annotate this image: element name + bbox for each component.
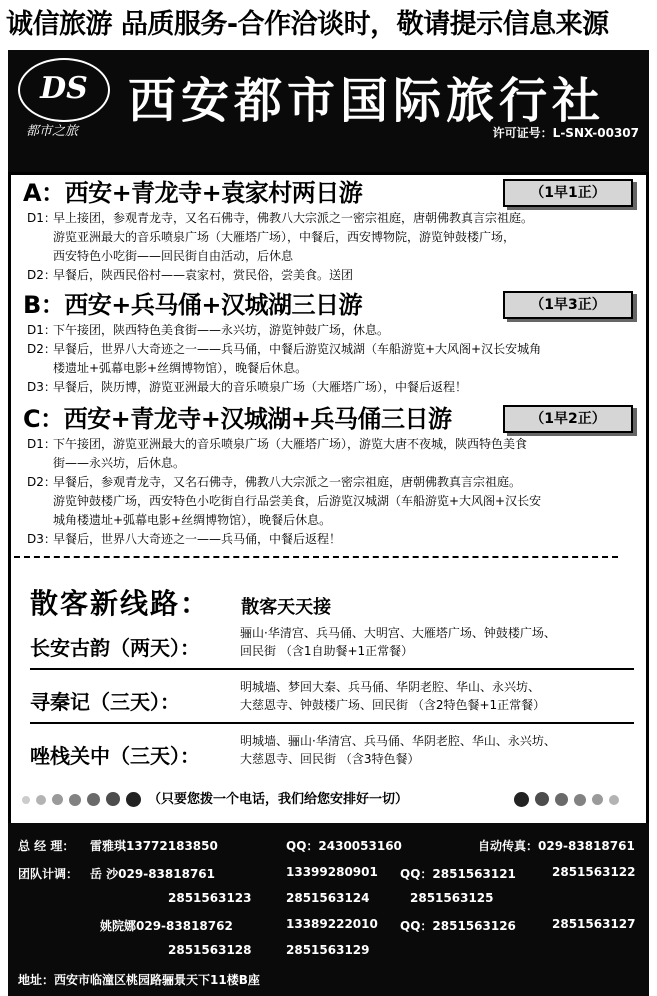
section-divider <box>14 556 618 558</box>
team1-mobile: 13399280901 <box>286 865 378 879</box>
day-label: D3： <box>27 380 56 394</box>
day-line: 早餐后，世界八大奇迹之一——兵马俑，中餐后返程！ <box>53 532 342 546</box>
stops-line: 明城墙、梦回大秦、兵马俑、华阴老腔、华山、永兴坊、 <box>240 680 541 694</box>
team2-qq2: 2851563127 <box>552 917 636 931</box>
day-line: 城角楼遗址+弧幕电影+丝绸博物馆），晚餐后休息。 <box>53 513 332 527</box>
stops-line: 回民街 （含1自助餐+1正常餐） <box>240 644 414 658</box>
day-line: 西安特色小吃街——回民街自由活动，后休息 <box>53 249 294 263</box>
day-line: 早餐后，参观青龙寺，又名石佛寺，佛教八大宗派之一密宗祖庭，唐朝佛教真言宗祖庭。 <box>53 475 522 489</box>
route-a <box>23 177 643 285</box>
line-rule <box>30 722 634 724</box>
route-b <box>23 289 643 397</box>
day-label: D2： <box>27 475 56 489</box>
day-item <box>23 340 643 378</box>
day-line: 早餐后，陕历博，游览亚洲最大的音乐喷泉广场（大雁塔广场），中餐后返程！ <box>53 380 468 394</box>
day-line: 街——永兴坊，后休息。 <box>53 456 186 470</box>
team2-qq4: 2851563129 <box>286 943 370 957</box>
team-label: 团队计调： <box>18 867 79 881</box>
day-line: 下午接团，游览亚洲最大的音乐喷泉广场（大雁塔广场），游览大唐不夜城，陕西特色美食 <box>53 437 528 451</box>
day-line: 游览亚洲最大的音乐喷泉广场（大雁塔广场），中餐后，西安博物院，游览钟鼓楼广场， <box>53 230 516 244</box>
agency-name: 西安都市国际旅行社 <box>128 73 606 129</box>
dot-icon <box>574 794 586 806</box>
dot-icon <box>609 795 619 805</box>
slogan: 诚信旅游 品质服务-合作洽谈时，敬请提示信息来源 <box>0 0 657 50</box>
line-name: 长安古韵（两天）： <box>30 636 200 660</box>
team1-qq3: 2851563123 <box>168 891 252 905</box>
stops-line: 大慈恩寺、钟鼓楼广场、回民街 （含2特色餐+1正常餐） <box>240 698 546 712</box>
line-stops <box>240 624 636 660</box>
agency-logo: DS <box>18 58 110 122</box>
day-line: 早餐后，陕西民俗村——袁家村，赏民俗，尝美食。送团 <box>53 268 354 282</box>
day-item <box>23 321 643 340</box>
day-item <box>23 473 643 530</box>
scatter-subtitle: 散客天天接 <box>241 597 332 618</box>
day-label: D2： <box>27 268 56 282</box>
dot-icon <box>126 792 141 807</box>
day-line: 早上接团，参观青龙寺，又名石佛寺，佛教八大宗派之一密宗祖庭，唐朝佛教真言宗祖庭。 <box>53 211 534 225</box>
dot-icon <box>592 794 603 805</box>
logo-subtext: 都市之旅 <box>26 124 79 139</box>
license-number: 许可证号：L-SNX-00307 <box>492 126 639 140</box>
line-name: 寻秦记（三天）： <box>30 690 180 714</box>
gm-label: 总 经 理： <box>18 839 75 853</box>
contact-panel <box>8 823 649 996</box>
route-c <box>23 403 643 549</box>
line-stops <box>240 678 636 714</box>
day-line: 游览钟鼓楼广场，西安特色小吃街自行品尝美食，后游览汉城湖（车船游览+大风阁+汉长安 <box>53 494 542 508</box>
team2-qq3: 2851563128 <box>168 943 252 957</box>
team1-qq4: 2851563124 <box>286 891 370 905</box>
fax-number: 自动传真：029-83818761 <box>478 839 635 853</box>
meal-badge: （1早2正） <box>503 405 633 433</box>
stops-line: 大慈恩寺、回民街 （含3特色餐） <box>240 752 420 766</box>
stops-line: 骊山·华清宫、兵马俑、大明宫、大雁塔广场、钟鼓楼广场、 <box>240 626 556 640</box>
dot-icon <box>36 795 46 805</box>
day-line: 楼遗址+弧幕电影+丝绸博物馆），晚餐后休息。 <box>53 361 308 375</box>
route-title: A：西安+青龙寺+袁家村两日游 <box>23 179 363 207</box>
day-label: D3： <box>27 532 56 546</box>
day-label: D1： <box>27 437 56 451</box>
dot-icon <box>52 794 63 805</box>
day-item <box>23 378 643 397</box>
day-item <box>23 435 643 473</box>
dot-icon <box>69 794 81 806</box>
team1-qq: QQ：2851563121 <box>400 867 516 881</box>
team2-qq: QQ：2851563126 <box>400 919 516 933</box>
dot-icon <box>514 792 529 807</box>
qq-number: QQ：2430053160 <box>286 839 402 853</box>
day-item <box>23 530 643 549</box>
address: 地址：西安市临潼区桃园路骊景天下11楼B座 <box>18 973 260 987</box>
header-banner <box>8 50 649 172</box>
day-label: D1： <box>27 323 56 337</box>
team1-qq5: 2851563125 <box>410 891 494 905</box>
day-label: D2： <box>27 342 56 356</box>
meal-badge: （1早1正） <box>503 179 633 207</box>
day-item <box>23 209 643 266</box>
dot-icon <box>555 793 568 806</box>
dot-icon <box>535 792 549 806</box>
day-line: 下午接团，陕西特色美食街——永兴坊，游览钟鼓广场，休息。 <box>53 323 390 337</box>
day-item <box>23 266 643 285</box>
scatter-heading <box>30 582 331 622</box>
meal-badge: （1早3正） <box>503 291 633 319</box>
line-name: 唑栈关中（三天）： <box>30 744 200 768</box>
day-line: 早餐后，世界八大奇迹之一——兵马俑，中餐后游览汉城湖（车船游览+大风阁+汉长安城角 <box>53 342 542 356</box>
gm-phone: 雷雅琪13772183850 <box>90 839 218 853</box>
scatter-title: 散客新线路： <box>30 587 211 620</box>
team1-qq2: 2851563122 <box>552 865 636 879</box>
stops-line: 明城墙、骊山·华清宫、兵马俑、华阴老腔、华山、永兴坊、 <box>240 734 556 748</box>
team2-phone: 姚院娜029-83818762 <box>100 919 233 933</box>
line-rule <box>30 668 634 670</box>
line-stops <box>240 732 636 768</box>
team2-mobile: 13389222010 <box>286 917 378 931</box>
dot-icon <box>87 793 100 806</box>
day-label: D1： <box>27 211 56 225</box>
route-title: B：西安+兵马俑+汉城湖三日游 <box>23 291 363 319</box>
call-to-action: （只要您拨一个电话，我们给您安排好一切） <box>148 792 409 807</box>
itinerary-frame <box>8 172 649 827</box>
dot-icon <box>22 796 30 804</box>
route-title: C：西安+青龙寺+汉城湖+兵马俑三日游 <box>23 405 452 433</box>
dot-icon <box>106 792 120 806</box>
team1-phone: 岳 沙029-83818761 <box>90 867 216 881</box>
